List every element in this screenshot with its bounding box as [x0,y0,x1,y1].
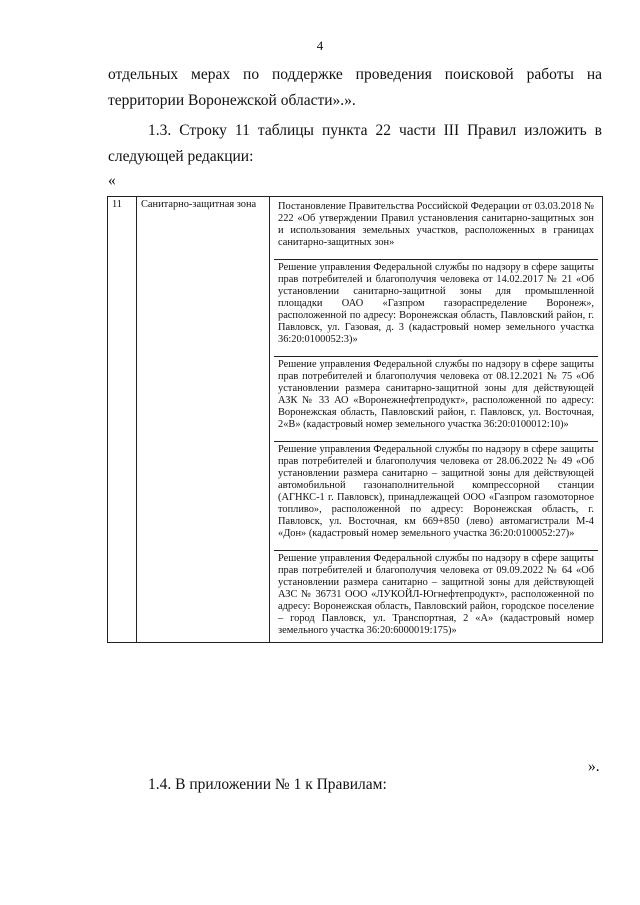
opening-quote-mark: « [108,172,116,189]
zone-name-cell: Санитарно-защитная зона [137,197,270,643]
document-entry: Решение управления Федеральной службы по надзору в сфере защиты прав потребителей и благополучия человека от 09.09.2022 № 64 «Об установлении размера санитарно – защитной зоны для действующей АЗС № 36731 ООО «ЛУКОЙЛ-Югнефтепродукт», расположенной по адресу: Воронежская область, Павловский район, городское поселение – город Павловск, ул. Транспортная, 2 «А» (кадастровый номер земельного участка 36:20:6000019:175)» [278,553,594,636]
row-number-cell: 11 [108,197,137,643]
page-number: 4 [316,38,324,53]
document-entry: Решение управления Федеральной службы по надзору в сфере защиты прав потребителей и благополучия человека от 08.12.2021 № 75 «Об установлении размера санитарно-защитной зоны для действующей АЗК № 33 АО «Воронежнефтепродукт», расположенной по адресу: Воронежская область, Павловский район, г. Павловск, ул. Восточная, 2«В» (кадастровый номер земельного участка 36:20:0100012:10)» [274,357,598,442]
document-entry: Решение управления Федеральной службы по надзору в сфере защиты прав потребителей и благополучия человека от 14.02.2017 № 21 «Об установлении санитарно-защитной зоны для промышленной площадки ОАО «Газпром газораспределение Воронеж», расположенной по адресу: Воронежская область, Павловский район, г. Павловск, ул. Газовая, д. 3 (кадастровый номер земельного участка 36:20:0100052:3)» [274,260,598,357]
document-entry: Решение управления Федеральной службы по надзору в сфере защиты прав потребителей и благополучия человека от 28.06.2022 № 49 «Об установлении размера санитарно – защитной зоны для действующей автомобильной газонаполнительной компрессорной станции (АГНКС-1 г. Павловск), принадлежащей ООО «Газпром газомоторное топливо», расположенной по адресу: Воронежская область, г. Павловск, ул. Восточная, км 669+850 (лево) автомагистрали М-4 «Дон» (кадастровый номер земельного участка 36:20:0100052:27)» [274,442,598,551]
intro-line-1: отдельных мерах по поддержке проведения поисковой работы на [108,66,602,83]
item-1-3-paragraph: 1.3. Строку 11 таблицы пункта 22 части III Правил изложить в следующей редакции: [108,122,602,165]
closing-quote-mark: ». [588,758,600,775]
rules-table [107,196,603,643]
item-1-4-paragraph: 1.4. В приложении № 1 к Правилам: [148,776,387,793]
intro-line-2: территории Воронежской области».». [108,92,356,109]
intro-paragraph [108,62,602,114]
document-entry: Постановление Правительства Российской Федерации от 03.03.2018 № 222 «Об утверждении Правил установления санитарно-защитных зон и использования земельных участков, расположенных в границах санитарно-защитных зон» [274,199,598,260]
table-row [108,197,603,643]
documents-cell [270,197,603,643]
